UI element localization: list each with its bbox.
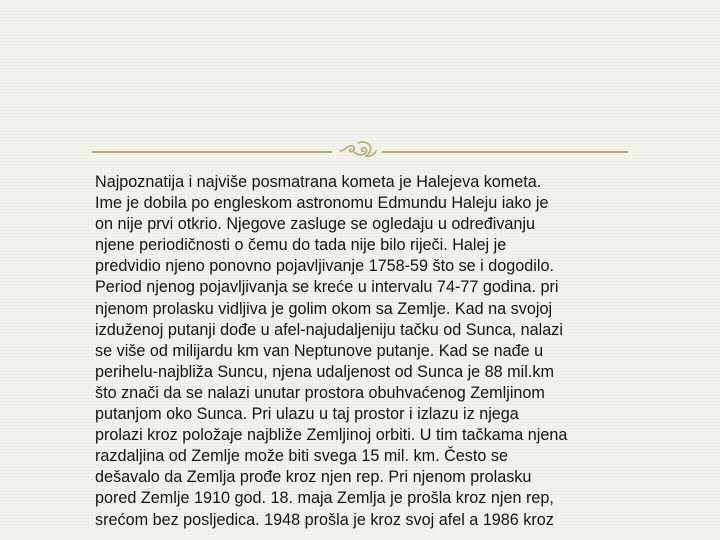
title-divider [92, 138, 628, 162]
body-paragraph: Najpoznatija i najviše posmatrana kometa je Halejeva kometa. Ime je dobila po engleskom astronomu Edmundu Haleju iako je on nije prvi otkrio. Njegove zasluge se ogledaju u određivanju njene periodičnosti o čemu do tada nije bilo riječi. Halej je predvidio njeno ponovno pojavljivanje 1758-59 što se i dogodilo. Period njenog pojavljivanja se kreće u intervalu 74-77 godina. pri njenom prolasku vidljiva je golim okom sa Zemlje. Kad na svojoj izduženoj putanji dođe u afel-najudaljeniju tačku od Sunca, nalazi se više od milijardu km van Neptunove putanje. Kad se nađe u perihelu-najbliža Suncu, njena udaljenost od Sunca je 88 mil.km što znači da se nalazi unutar prostora obuhvaćenog Zemljinom putanjom oko Sunca. Pri ulazu u taj prostor i izlazu iz njega prolazi kroz položaje najbliže Zemljinoj orbiti. U tim tačkama njena razdaljina od Zemlje može biti svega 15 mil. km. Često se dešavalo da Zemlja prođe kroz njen rep. Pri njenom prolasku pored Zemlje 1910 god. 18. maja Zemlja je prošla kroz njen rep, srećom bez posljedica. 1948 prošla je kroz svoj afel a 1986 kroz [95, 173, 568, 529]
divider-line-right [382, 151, 628, 153]
scroll-flourish-icon [336, 138, 380, 162]
divider-line-left [92, 151, 332, 153]
